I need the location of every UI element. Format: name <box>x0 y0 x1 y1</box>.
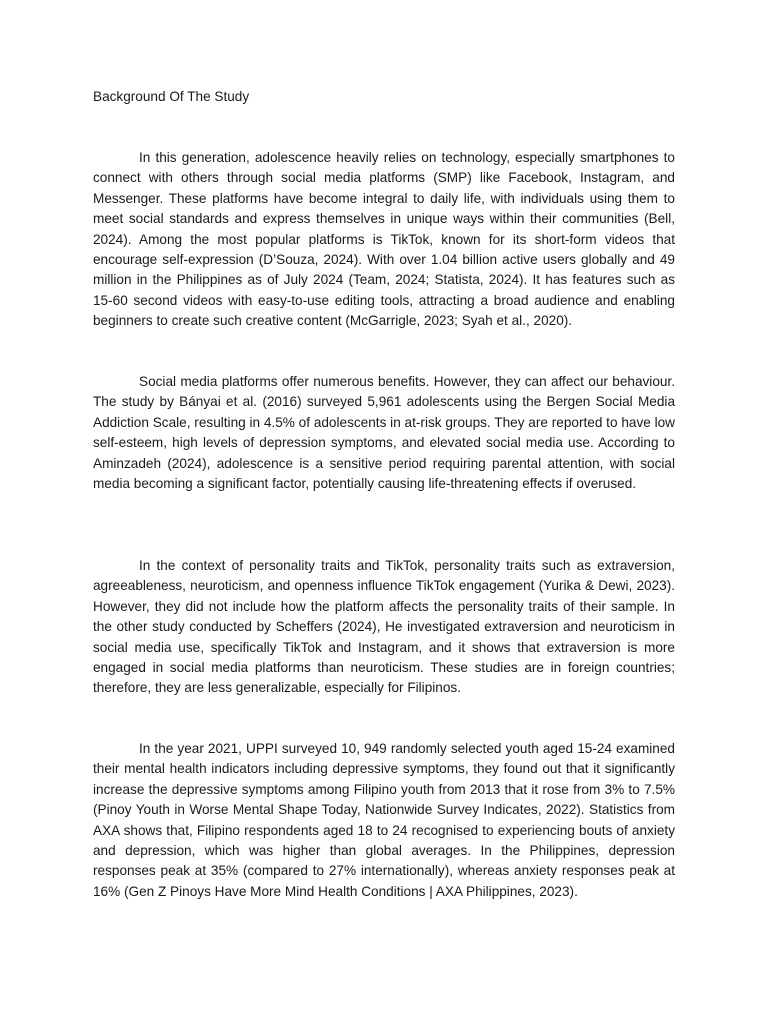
paragraph-mental-health-statistics: In the year 2021, UPPI surveyed 10, 949 randomly selected youth aged 15-24 examined their mental health indicators including depressive symptoms, they found out that it significantly increase the depressive symptoms among Filipino youth from 2013 that it rose from 3% to 7.5% (Pinoy Youth in Worse Mental Shape Today, Nationwide Survey Indicates, 2022). Statistics from AXA shows that, Filipino respondents aged 18 to 24 recognised to experiencing bouts of anxiety and depression, which was higher than global averages. In the Philippines, depression responses peak at 35% (compared to 27% internationally), whereas anxiety responses peak at 16% (Gen Z Pinoys Have More Mind Health Conditions | AXA Philippines, 2023). <box>93 741 675 899</box>
paragraph-social-media-effects: Social media platforms offer numerous benefits. However, they can affect our behaviour. The study by Bányai et al. (2016) surveyed 5,961 adolescents using the Bergen Social Media Addiction Scale, resulting in 4.5% of adolescents in at-risk groups. They are reported to have low self-esteem, high levels of depression symptoms, and elevated social media use. According to Aminzadeh (2024), adolescence is a sensitive period requiring parental attention, with social media becoming a significant factor, potentially causing life-threatening effects if overused. <box>93 374 675 492</box>
section-heading: Background Of The Study <box>93 89 250 104</box>
paragraph-personality-traits: In the context of personality traits and TikTok, personality traits such as extraversion, agreeableness, neuroticism, and openness influence TikTok engagement (Yurika & Dewi, 2023). However, they did not include how the platform affects the personality traits of their sample. In the other study conducted by Scheffers (2024), He investigated extraversion and neuroticism in social media use, specifically TikTok and Instagram, and it shows that extraversion is more engaged in social media platforms than neuroticism. These studies are in foreign countries; therefore, they are less generalizable, especially for Filipinos. <box>93 558 675 696</box>
paragraph-smartphone-use: In this generation, adolescence heavily relies on technology, especially smartphones to connect with others through social media platforms (SMP) like Facebook, Instagram, and Messenger. These platforms have become integral to daily life, with individuals using them to meet social standards and express themselves in unique ways within their communities (Bell, 2024). Among the most popular platforms is TikTok, known for its short-form videos that encourage self-expression (D’Souza, 2024). With over 1.04 billion active users globally and 49 million in the Philippines as of July 2024 (Team, 2024; Statista, 2024). It has features such as 15-60 second videos with easy-to-use editing tools, attracting a broad audience and enabling beginners to create such creative content (McGarrigle, 2023; Syah et al., 2020). <box>93 150 675 329</box>
